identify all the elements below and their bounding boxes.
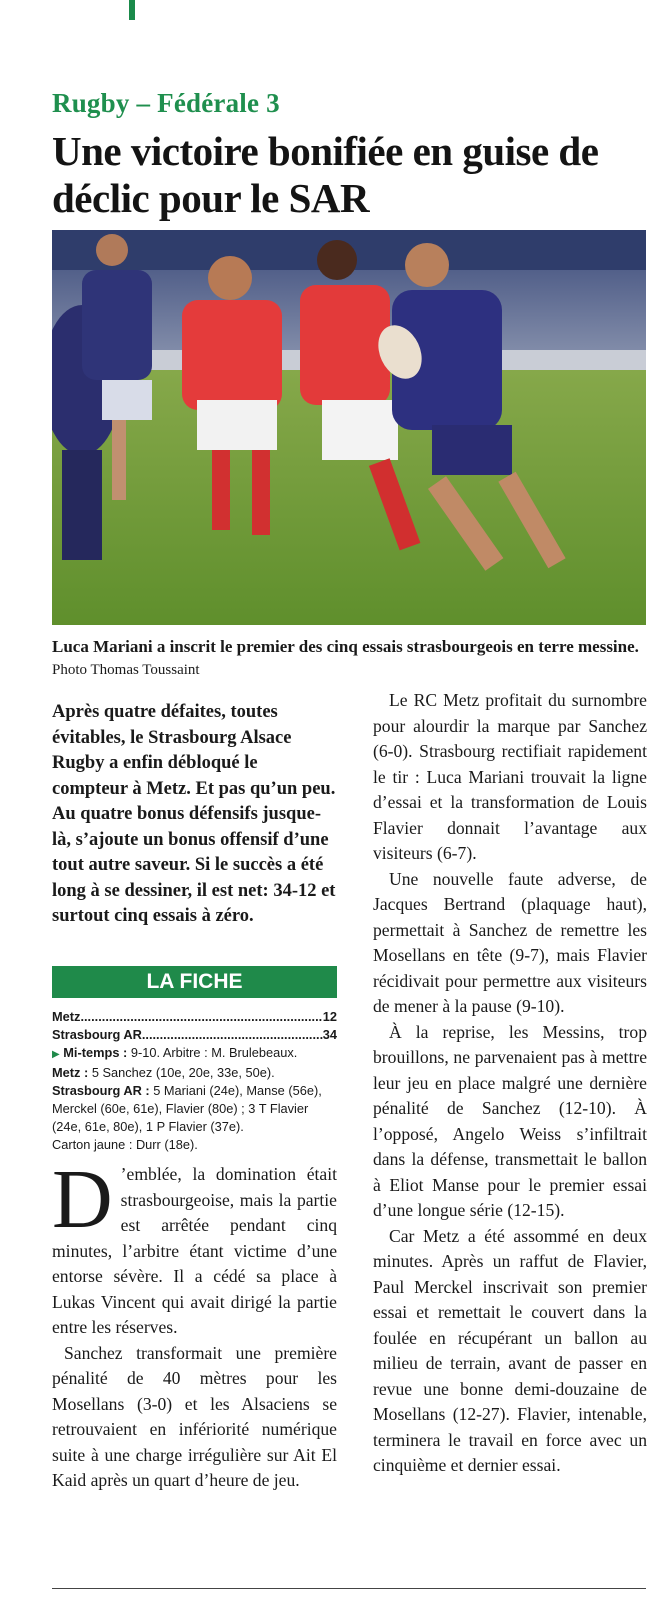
- sar-label: Strasbourg AR :: [52, 1083, 150, 1098]
- drop-cap: D: [52, 1153, 113, 1246]
- body-paragraph: À la reprise, les Messins, trop brouillons, ne parvenaient pas à mettre leur jeu en place malgré une dernière pénalité de Sanchez (12-10). À l’opposé, Angelo Weiss s’infiltrait dans la défense, transmettait le ballon à Eliot Manse pour le premier essai d’une longue série (12-15).: [373, 1021, 647, 1220]
- metz-scorers: [52, 1064, 337, 1082]
- triangle-bullet-icon: ▶: [52, 1049, 60, 1060]
- fiche-header: LA FICHE: [52, 966, 337, 998]
- article-headline: Une victoire bonifiée en guise de déclic pour le SAR: [52, 128, 599, 221]
- team-name: Strasbourg AR: [52, 1027, 142, 1042]
- body-column-right: [373, 688, 647, 1479]
- card-line: Carton jaune : Durr (18e).: [52, 1137, 198, 1152]
- team-score: 34: [322, 1027, 337, 1042]
- match-fiche: [52, 1008, 337, 1154]
- bottom-divider: [52, 1588, 646, 1589]
- body-paragraph: Car Metz a été assommé en deux minutes. Après un raffut de Flavier, Paul Merckel inscrivait son premier essai et remettait le couvert dans la foulée en récupérant un ballon au milieu de terrain, avant de passer en revue une bonne demi-douzaine de Mosellans (12-27). Flavier, intenable, terminera le travail en force avec un cinquième et dernier essai.: [373, 1225, 647, 1475]
- body-paragraph: Sanchez transformait une première pénalité de 40 mètres pour les Mosellans (3-0) et les Alsaciens se retrouvaient en infériorité numérique suite à une charge irrégulière sur Ait El Kaid après un quart d’heure de jeu.: [52, 1342, 337, 1490]
- caption-text: Luca Mariani a inscrit le premier des cinq essais strasbourgeois en terre messine.: [52, 637, 639, 656]
- sar-scorers: [52, 1082, 337, 1136]
- halftime-line: [52, 1044, 337, 1064]
- body-paragraph: Une nouvelle faute adverse, de Jacques Bertrand (plaquage haut), permettait à Sanchez de remettre les Mosellans en tête (9-7), mais Flavier récidivait pour permettre aux visiteurs de mener à la pause (9-10).: [373, 868, 647, 1016]
- team-score: 12: [322, 1009, 337, 1024]
- section-kicker: Rugby – Fédérale 3: [52, 88, 280, 118]
- metz-label: Metz :: [52, 1065, 89, 1080]
- body-paragraph: Le RC Metz profitait du surnombre pour alourdir la marque par Sanchez (6-0). Strasbourg rectifiait rapidement le tir : Luca Mariani trouvait la ligne d’essai et la transformation de Louis Flavier donnait l’avantage aux visiteurs (6-7).: [373, 690, 647, 863]
- halftime-label: Mi-temps :: [63, 1045, 128, 1060]
- section-marker: [129, 0, 135, 20]
- article-lead: [52, 700, 337, 930]
- rugby-players-photo: [52, 230, 646, 625]
- leader-dots: [142, 1026, 323, 1044]
- body-column-left: [52, 1153, 337, 1494]
- photo-credit: Photo Thomas Toussaint: [52, 662, 200, 678]
- sar-text: 5 Mariani (24e), Manse (56e), Merckel (60e, 61e), Flavier (80e) ; 3 T Flavier (24e, 61e, 80e), 1 P Flavier (37e).: [52, 1083, 322, 1134]
- paragraph-text: ’emblée, la domination était strasbourgeoise, mais la partie est arrêtée pendant cinq minutes, l’arbitre étant victime d’une entorse sévère. Il a cédé sa place à Lukas Vincent qui avait dirigé la partie entre les réserves.: [52, 1164, 337, 1337]
- halftime-text: 9-10. Arbitre : M. Brulebeaux.: [130, 1045, 298, 1060]
- body-paragraph: [52, 1153, 337, 1341]
- photo-caption: [52, 636, 646, 681]
- score-row-metz: [52, 1008, 337, 1026]
- leader-dots: [80, 1008, 322, 1026]
- metz-text: 5 Sanchez (10e, 20e, 33e, 50e).: [91, 1065, 275, 1080]
- team-name: Metz: [52, 1009, 81, 1024]
- score-row-strasbourg: [52, 1026, 337, 1044]
- lead-paragraph: Après quatre défaites, toutes évitables, le Strasbourg Alsace Rugby a enfin débloqué le compteur à Metz. Et pas qu’un peu. Au quatre bonus défensifs jusque-là, s’ajoute un bonus offensif d’une tout autre saveur. Si le succès a été long à se dessiner, il est net: 34-12 et surtout cinq essais à zéro.: [52, 702, 336, 926]
